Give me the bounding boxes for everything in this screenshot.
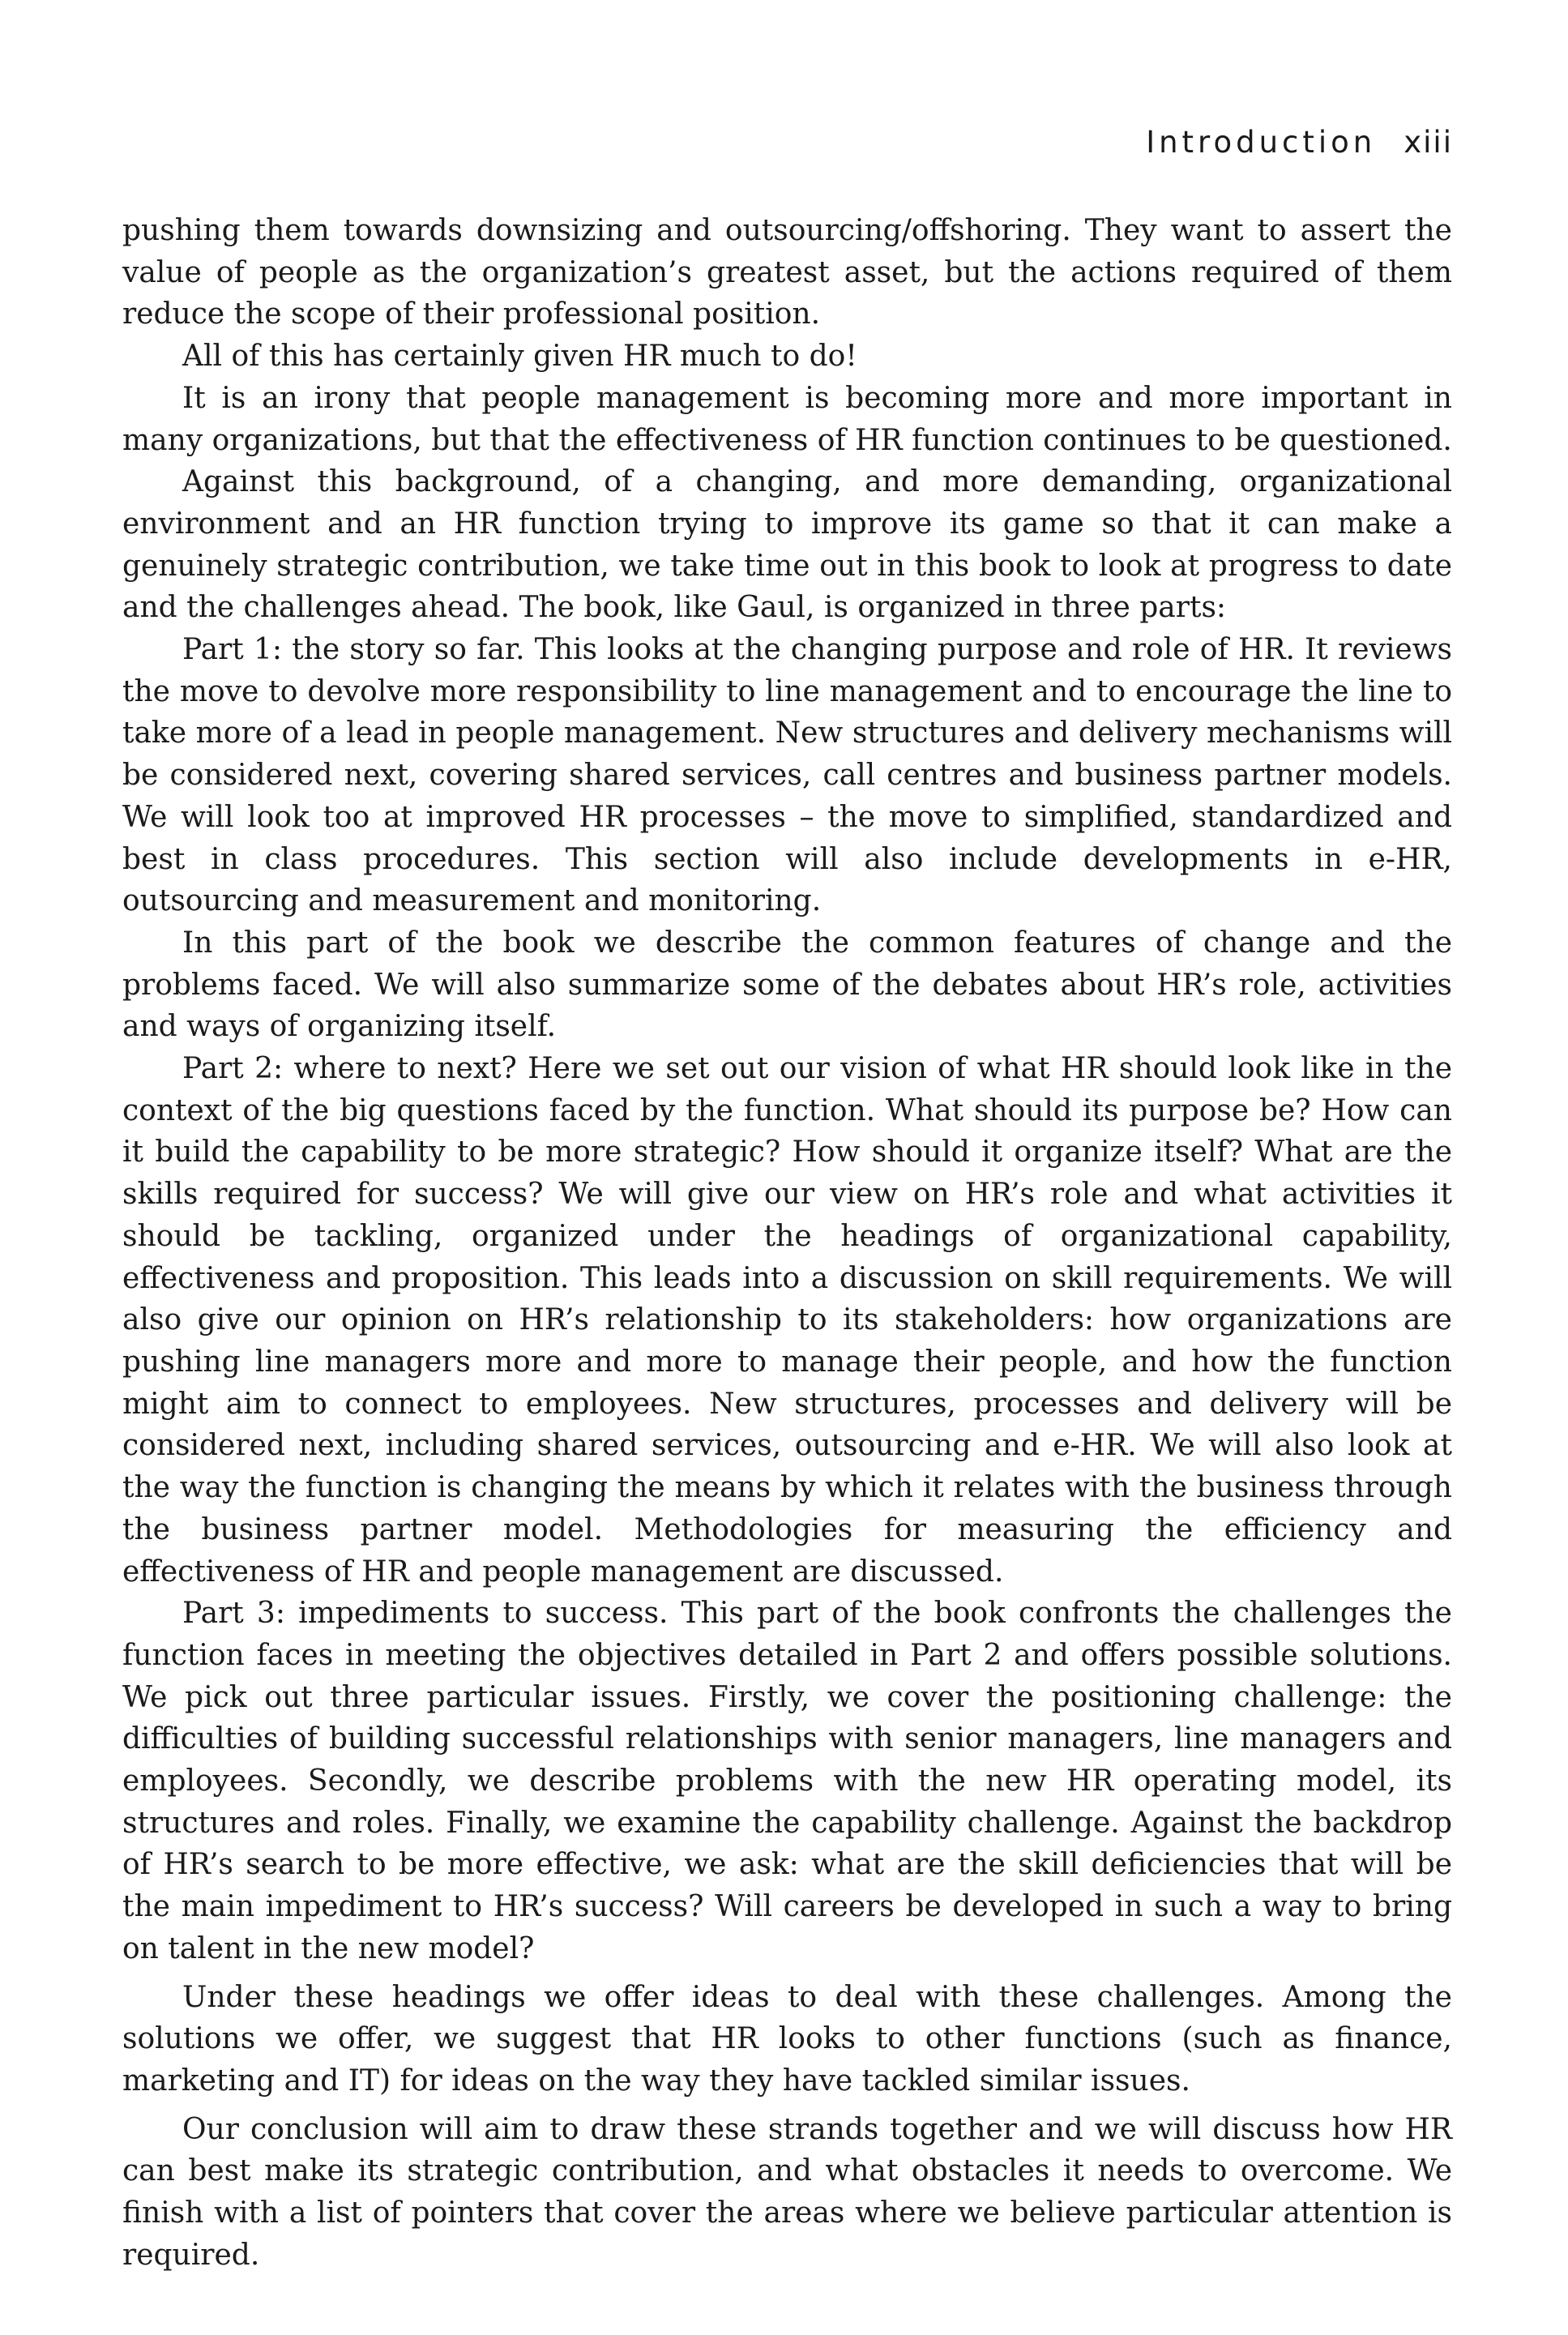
paragraph-background: Against this background, of a changing, and more demanding, organizational environment and an HR function trying to improve its game so that it can make a genuinely strategic contribution, we take time out in this book to look at progress to date and the challenges ahead. The book, like Gaul, is organized in three parts: [122, 465, 1452, 625]
paragraph-continuation: pushing them towards downsizing and outsourcing/offshoring. They want to assert the value of people as the organization’s greatest asset, but the actions required of them reduce the scope of their professional position. [122, 214, 1452, 331]
paragraph-part-1: Part 1: the story so far. This looks at the changing purpose and role of HR. It reviews the move to devolve more responsibility to line management and to encourage the line to take more of a lead in people management. New structures and delivery mechanisms will be considered next, covering shared services, call centres and business partner models. We will look too at improved HR processes – the move to simplified, standardized and best in class procedures. This section will also include developments in e-HR, outsourcing and measurement and monitoring. [122, 633, 1452, 918]
paragraph-irony: It is an irony that people management is becoming more and more important in many organizations, but that the effectiveness of HR function continues to be questioned. [122, 381, 1452, 457]
page-number: xiii [1404, 125, 1453, 160]
paragraph-part-2: Part 2: where to next? Here we set out our vision of what HR should look like in the context of the big questions faced by the function. What should its purpose be? How can it build the capability to be more strategic? How should it organize itself? What are the skills required for success? We will give our view on HR’s role and what activities it should be tackling, organized under the headings of organizational capability, effectiveness and proposition. This leads into a discussion on skill requirements. We will also give our opinion on HR’s relationship to its stakeholders: how organizations are pushing line managers more and more to manage their people, and how the function might aim to connect to employees. New structures, processes and delivery will be considered next, including shared services, outsourcing and e-HR. We will also look at the way the function is changing the means by which it relates with the business through the business partner model. Methodologies for measuring the efficiency and effectiveness of HR and people management are discussed. [122, 1052, 1452, 1589]
paragraph-hr-much-to-do: All of this has certainly given HR much to do! [182, 340, 857, 374]
running-header [122, 122, 1453, 164]
paragraph-part-3: Part 3: impediments to success. This part of the book confronts the challenges the function faces in meeting the objectives detailed in Part 2 and offers possible solutions. We pick out three particular issues. Firstly, we cover the positioning challenge: the difficulties of building successful relationships with senior managers, line managers and employees. Secondly, we describe problems with the new HR operating model, its structures and roles. Finally, we examine the capability challenge. Against the backdrop of HR’s search to be more effective, we ask: what are the skill deficiencies that will be the main impediment to HR’s success? Will careers be developed in such a way to bring on talent in the new model? [122, 1597, 1452, 1965]
paragraph-solutions: Under these headings we offer ideas to deal with these challenges. Among the solutions we offer, we suggest that HR looks to other functions (such as finance, marketing and IT) for ideas on the way they have tackled similar issues. [122, 1980, 1452, 2098]
paragraph-part-1-features: In this part of the book we describe the common features of change and the problems faced. We will also summarize some of the debates about HR’s role, activities and ways of organizing itself. [122, 926, 1452, 1044]
running-title: Introduction [1146, 125, 1377, 160]
body-text [122, 210, 1452, 2276]
paragraph-conclusion: Our conclusion will aim to draw these strands together and we will discuss how HR can best make its strategic contribution, and what obstacles it needs to overcome. We finish with a list of pointers that cover the areas where we believe particular attention is required. [122, 2112, 1452, 2272]
